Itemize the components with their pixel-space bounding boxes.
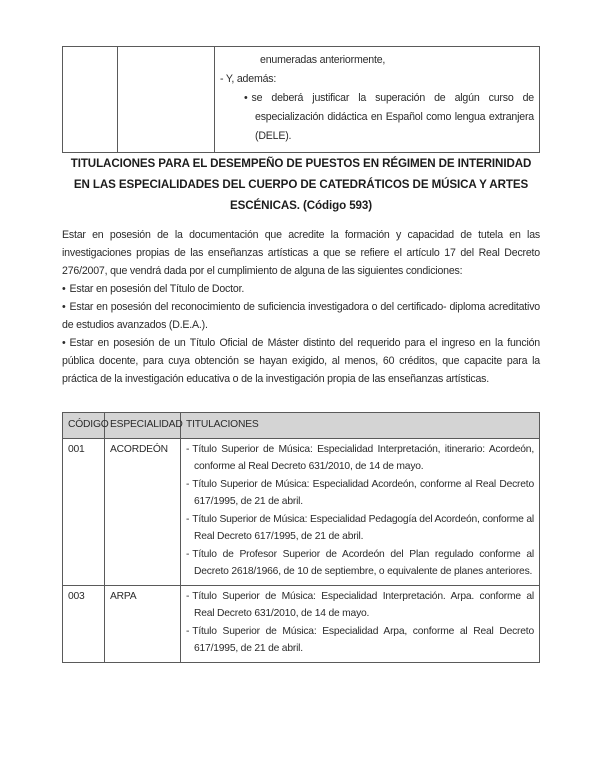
code-cell: 001	[63, 438, 105, 585]
body-text-block	[62, 226, 540, 388]
previous-section-table	[62, 46, 540, 153]
bullet-item	[244, 89, 534, 146]
especialidad-cell: ARPA	[105, 585, 181, 662]
titulacion-item	[186, 623, 534, 658]
titulaciones-list	[186, 588, 534, 658]
dash-icon: -	[186, 590, 190, 602]
requirements-cell	[215, 47, 540, 153]
intro-paragraph: Estar en posesión de la documentación que acredite la formación y capacidad de tutela en las investigaciones propias de las enseñanzas artísticas a que se refiere el artículo 17 del Real Decreto 276/2007, que vendrá dada por el cumplimiento de alguna de las siguientes condiciones:	[62, 229, 540, 277]
titulaciones-cell	[181, 585, 540, 662]
section-heading: TITULACIONES PARA EL DESEMPEÑO DE PUESTOS EN RÉGIMEN DE INTERINIDAD EN LAS ESPECIALIDADES DEL CUERPO DE CATEDRÁTICOS DE MÚSICA Y ARTES ESCÉNICAS. (Código 593)	[70, 157, 532, 212]
titulaciones-cell	[181, 438, 540, 585]
titulacion-item	[186, 588, 534, 623]
titulacion-text: Título Superior de Música: Especialidad Acordeón, conforme al Real Decreto 617/1995, de 21 de abril.	[192, 478, 534, 507]
condition-text: Estar en posesión del reconocimiento de suficiencia investigadora o del certificado- diploma acreditativo de estudios avanzados (D.E.A.).	[62, 301, 540, 331]
code-cell: 003	[63, 585, 105, 662]
dash-icon: -	[186, 625, 190, 637]
bullet-icon: •	[62, 337, 66, 349]
empty-code-cell	[63, 47, 118, 153]
titulaciones-table	[62, 412, 540, 663]
titulacion-item	[186, 546, 534, 581]
condition-item	[62, 298, 540, 334]
dash-icon: -	[186, 478, 190, 490]
titulacion-text: Título Superior de Música: Especialidad Arpa, conforme al Real Decreto 617/1995, de 21 de abril.	[192, 625, 534, 654]
table-row	[63, 47, 540, 153]
condition-item	[62, 334, 540, 388]
titulaciones-list	[186, 441, 534, 581]
titulacion-text: Título Superior de Música: Especialidad Pedagogía del Acordeón, conforme al Real Decreto 617/1995, de 21 de abril.	[192, 513, 534, 542]
table-row	[63, 585, 540, 662]
bullet-icon: •	[62, 301, 66, 313]
dash-icon: -	[186, 443, 190, 455]
column-header: ESPECIALIDAD	[105, 413, 181, 439]
titulacion-text: Título Superior de Música: Especialidad Interpretación. Arpa. conforme al Real Decreto 631/2010, de 14 de mayo.	[192, 590, 534, 619]
table-header-row	[63, 413, 540, 439]
column-header: CÓDIGO	[63, 413, 105, 439]
table-row	[63, 438, 540, 585]
continuation-text: enumeradas anteriormente,	[260, 54, 386, 66]
dash-line-text: - Y, además:	[220, 73, 277, 85]
dash-icon: -	[186, 548, 190, 560]
column-header: TITULACIONES	[181, 413, 540, 439]
dash-icon: -	[186, 513, 190, 525]
condition-item	[62, 280, 540, 298]
condition-text: Estar en posesión de un Título Oficial de Máster distinto del requerido para el ingreso en la función pública docente, para cuya obtención se hayan exigido, al menos, 60 créditos, que capacite para la práctica de la investigación educativa o de la investigación propia de las enseñanzas artísticas.	[62, 337, 540, 385]
titulacion-item	[186, 476, 534, 511]
conditions-list	[62, 280, 540, 388]
bullet-item-text: se deberá justificar la superación de algún curso de especialización didáctica en Español como lengua extranjera (DELE).	[251, 92, 534, 142]
titulacion-text: Título de Profesor Superior de Acordeón del Plan regulado conforme al Decreto 2618/1966, de 10 de septiembre, o equivalente de planes anteriores.	[192, 548, 534, 577]
bullet-icon: •	[62, 283, 66, 295]
condition-text: Estar en posesión del Título de Doctor.	[69, 283, 245, 295]
titulacion-item	[186, 511, 534, 546]
bullet-icon: •	[244, 92, 248, 104]
titulacion-item	[186, 441, 534, 476]
especialidad-cell: ACORDEÓN	[105, 438, 181, 585]
titulacion-text: Título Superior de Música: Especialidad Interpretación, itinerario: Acordeón, conforme al Real Decreto 631/2010, de 14 de mayo.	[192, 443, 534, 472]
empty-especialidad-cell	[118, 47, 215, 153]
